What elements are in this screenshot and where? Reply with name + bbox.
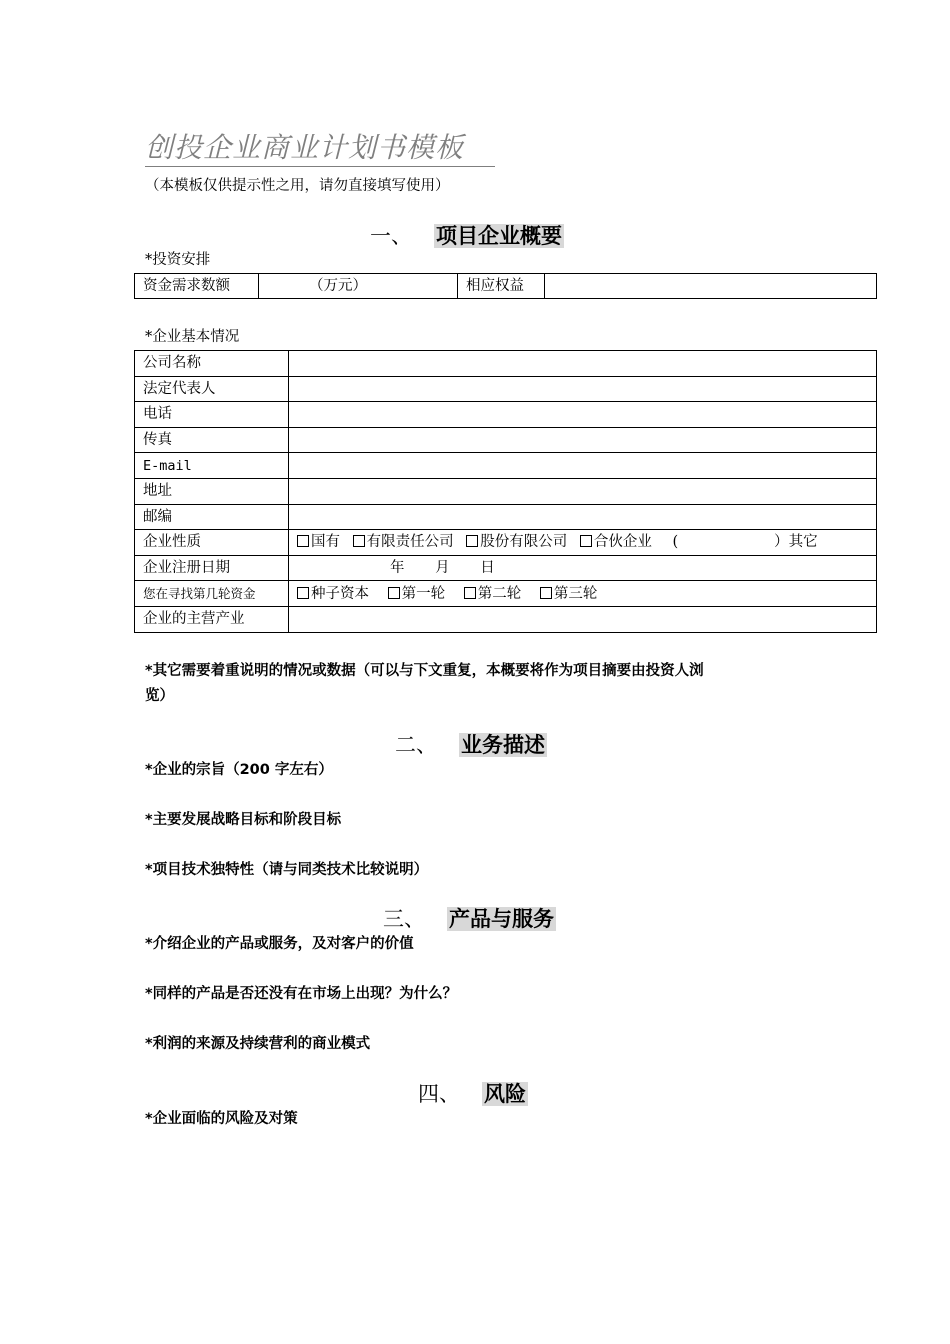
table-row xyxy=(135,453,877,479)
fax-field[interactable] xyxy=(289,427,877,453)
nature-option[interactable]: 股份有限公司 xyxy=(466,534,567,550)
section-name: 风险 xyxy=(484,1082,526,1106)
field-label: E-mail xyxy=(135,453,289,479)
table-row xyxy=(135,581,877,607)
field-label: 电话 xyxy=(135,402,289,428)
amount-unit: （万元） xyxy=(309,278,367,294)
amount-label: 资金需求数额 xyxy=(135,274,259,299)
field-label: 企业注册日期 xyxy=(135,555,289,581)
table-row xyxy=(135,478,877,504)
section-heading-1 xyxy=(370,221,564,251)
checkbox-icon xyxy=(540,587,552,599)
checkbox-icon xyxy=(353,535,365,547)
table-row xyxy=(135,504,877,530)
nature-option[interactable]: 国有 xyxy=(297,534,340,550)
field-label: 公司名称 xyxy=(135,351,289,377)
table-row xyxy=(135,351,877,377)
risk-question-1: *企业面临的风险及对策 xyxy=(145,1111,298,1127)
round-option[interactable]: 第三轮 xyxy=(540,586,598,602)
investment-table xyxy=(134,273,877,299)
section-heading-4 xyxy=(418,1079,528,1109)
section-number: 三、 xyxy=(383,907,425,931)
section-number: 四、 xyxy=(418,1082,460,1106)
company-info-label: *企业基本情况 xyxy=(145,329,240,345)
company-info-table xyxy=(134,350,877,633)
amount-field[interactable] xyxy=(259,274,458,299)
table-row xyxy=(135,555,877,581)
funding-round-field xyxy=(289,581,877,607)
products-question-1: *介绍企业的产品或服务，及对客户的价值 xyxy=(145,936,414,952)
day-label: 日 xyxy=(480,560,495,577)
nature-option[interactable]: 合伙企业 xyxy=(580,534,652,550)
products-question-2: *同样的产品是否还没有在市场上出现？为什么？ xyxy=(145,986,458,1002)
field-label: 您在寻找第几轮资金 xyxy=(135,581,289,607)
postcode-field[interactable] xyxy=(289,504,877,530)
checkbox-icon xyxy=(466,535,478,547)
table-row xyxy=(135,376,877,402)
document-subtitle: （本模板仅供提示性之用，请勿直接填写使用） xyxy=(145,178,450,194)
year-label: 年 xyxy=(390,560,405,577)
checkbox-icon xyxy=(464,587,476,599)
field-label: 传真 xyxy=(135,427,289,453)
table-row xyxy=(135,606,877,632)
round-option[interactable]: 种子资本 xyxy=(297,586,369,602)
equity-label: 相应权益 xyxy=(458,274,545,299)
field-label: 法定代表人 xyxy=(135,376,289,402)
section-number: 二、 xyxy=(395,733,437,757)
section-heading-3 xyxy=(383,904,556,934)
document-title: 创投企业商业计划书模板 xyxy=(145,130,495,167)
round-option[interactable]: 第一轮 xyxy=(388,586,446,602)
main-industry-field[interactable] xyxy=(289,606,877,632)
business-question-2: *主要发展战略目标和阶段目标 xyxy=(145,812,342,828)
company-nature-field xyxy=(289,530,877,556)
products-question-3: *利润的来源及持续营利的商业模式 xyxy=(145,1036,371,1052)
nature-option[interactable]: 有限责任公司 xyxy=(353,534,454,550)
business-question-1: *企业的宗旨（200 字左右） xyxy=(145,762,333,778)
address-field[interactable] xyxy=(289,478,877,504)
equity-field[interactable] xyxy=(545,274,877,299)
checkbox-icon xyxy=(388,587,400,599)
section-name: 项目企业概要 xyxy=(436,224,562,248)
other-close: ）其它 xyxy=(774,534,818,551)
section-heading-2 xyxy=(395,730,547,760)
table-row xyxy=(135,530,877,556)
table-row xyxy=(135,427,877,453)
investment-label: *投资安排 xyxy=(145,252,211,268)
checkbox-icon xyxy=(297,587,309,599)
field-label: 地址 xyxy=(135,478,289,504)
business-question-3: *项目技术独特性（请与同类技术比较说明） xyxy=(145,862,429,878)
checkbox-icon xyxy=(297,535,309,547)
company-name-field[interactable] xyxy=(289,351,877,377)
email-field[interactable] xyxy=(289,453,877,479)
field-label: 企业性质 xyxy=(135,530,289,556)
section-name: 产品与服务 xyxy=(449,907,554,931)
round-option[interactable]: 第二轮 xyxy=(464,586,522,602)
phone-field[interactable] xyxy=(289,402,877,428)
field-label: 邮编 xyxy=(135,504,289,530)
legal-rep-field[interactable] xyxy=(289,376,877,402)
section-name: 业务描述 xyxy=(461,733,545,757)
other-open: ( xyxy=(672,534,679,551)
checkbox-icon xyxy=(580,535,592,547)
summary-note-line2: 览） xyxy=(145,688,174,704)
month-label: 月 xyxy=(435,560,450,577)
table-row xyxy=(135,402,877,428)
summary-note-line1: *其它需要着重说明的情况或数据（可以与下文重复，本概要将作为项目摘要由投资人浏 xyxy=(145,663,704,679)
field-label: 企业的主营产业 xyxy=(135,606,289,632)
section-number: 一、 xyxy=(370,224,412,248)
register-date-field[interactable] xyxy=(289,555,877,581)
